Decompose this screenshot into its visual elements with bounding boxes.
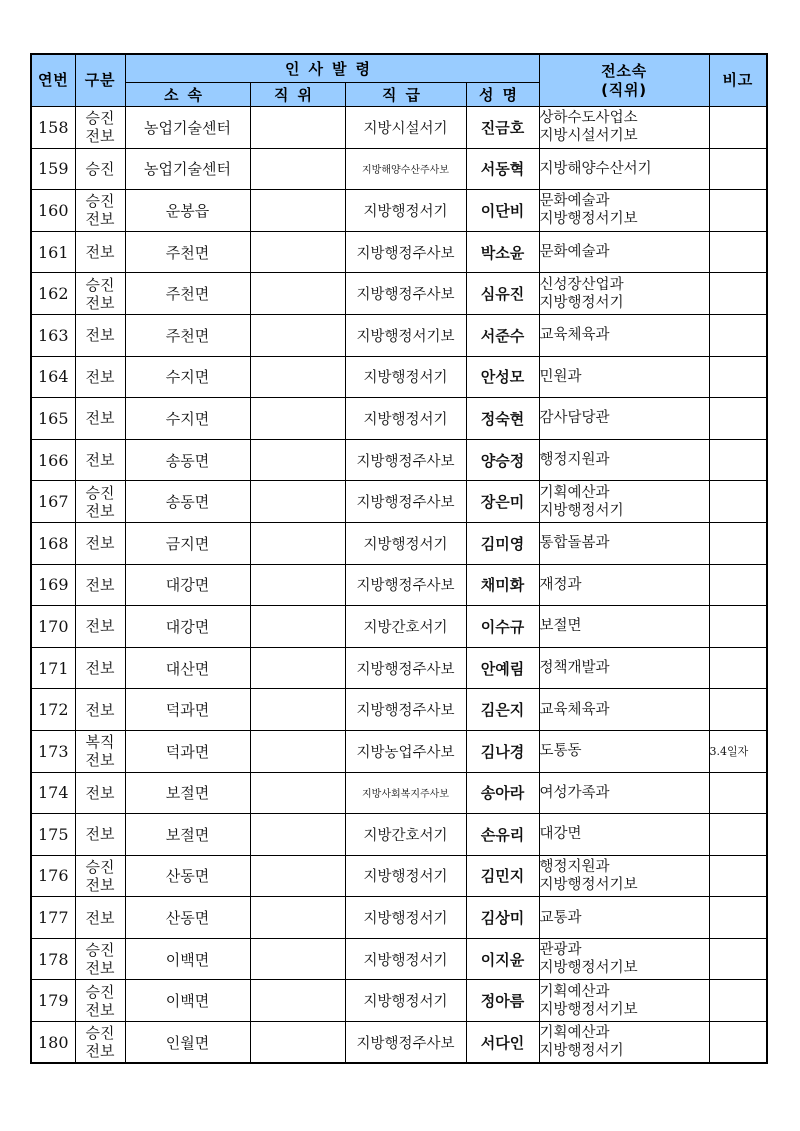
row-position: [250, 398, 345, 440]
row-note: [709, 606, 767, 648]
row-prev-org-line: 대강면: [539, 826, 582, 843]
row-number: 173: [31, 730, 75, 772]
header-prev-org: [539, 54, 709, 107]
row-type-line: 전보: [85, 326, 115, 345]
row-prev-org-line: 지방시설서기보: [539, 128, 638, 145]
row-type: [75, 980, 125, 1022]
row-org: 산동면: [125, 855, 250, 897]
row-prev-org-line: 지방행정서기: [539, 1043, 624, 1060]
row-note: [709, 439, 767, 481]
row-prev-org: [539, 647, 709, 689]
row-name: 이단비: [466, 190, 539, 232]
row-type-line: 전보: [85, 501, 115, 520]
row-prev-org-line: 문화예술과: [539, 244, 610, 261]
row-org: 농업기술센터: [125, 148, 250, 190]
row-type-line: 전보: [85, 293, 115, 312]
row-number: 179: [31, 980, 75, 1022]
row-note: [709, 190, 767, 232]
row-type-line: 전보: [85, 825, 115, 844]
row-type-line: 승진: [85, 982, 115, 1001]
row-prev-org: [539, 980, 709, 1022]
row-type-line: 전보: [85, 875, 115, 894]
row-type: [75, 107, 125, 149]
row-position: [250, 356, 345, 398]
row-type: [75, 606, 125, 648]
row-type-line: 전보: [85, 617, 115, 636]
row-prev-org: [539, 564, 709, 606]
row-number: 174: [31, 772, 75, 814]
row-name: 이수규: [466, 606, 539, 648]
row-prev-org: [539, 314, 709, 356]
row-grade: 지방사회복지주사보: [345, 772, 466, 814]
row-prev-org-line: 교육체육과: [539, 327, 610, 344]
row-prev-org-line: 지방행정서기보: [539, 960, 638, 977]
row-prev-org-line: 지방행정서기보: [539, 1001, 638, 1018]
row-name: 정아름: [466, 980, 539, 1022]
row-prev-org-line: 지방해양수산서기: [539, 160, 652, 177]
row-name: 양승정: [466, 439, 539, 481]
row-name: 김은지: [466, 689, 539, 731]
row-org: 주천면: [125, 273, 250, 315]
row-grade: 지방행정주사보: [345, 439, 466, 481]
row-grade: 지방간호서기: [345, 606, 466, 648]
row-type-line: 전보: [85, 783, 115, 802]
row-prev-org: [539, 107, 709, 149]
row-type: [75, 273, 125, 315]
row-position: [250, 814, 345, 856]
row-org: 운봉읍: [125, 190, 250, 232]
row-org: 보절면: [125, 772, 250, 814]
header-name: 성명: [466, 83, 539, 107]
row-prev-org-line: 민원과: [539, 368, 582, 385]
row-number: 171: [31, 647, 75, 689]
row-type: [75, 814, 125, 856]
row-type-line: 승진: [85, 159, 115, 178]
row-number: 160: [31, 190, 75, 232]
table-row: [31, 689, 767, 731]
row-prev-org-line: 감사담당관: [539, 410, 610, 427]
row-name: 진금호: [466, 107, 539, 149]
row-number: 163: [31, 314, 75, 356]
row-note: [709, 689, 767, 731]
row-prev-org: [539, 273, 709, 315]
row-name: 서다인: [466, 1022, 539, 1064]
row-number: 158: [31, 107, 75, 149]
row-number: 180: [31, 1022, 75, 1064]
row-grade: 지방행정서기: [345, 190, 466, 232]
row-note: 3.4일자: [709, 730, 767, 772]
table-row: [31, 814, 767, 856]
row-type-line: 전보: [85, 1042, 115, 1061]
header-prev-line2: (직위): [601, 80, 647, 99]
header-note: 비고: [709, 54, 767, 107]
row-grade: 지방행정서기: [345, 855, 466, 897]
row-prev-org: [539, 522, 709, 564]
row-grade: 지방행정주사보: [345, 1022, 466, 1064]
row-note: [709, 398, 767, 440]
row-grade: 지방행정주사보: [345, 647, 466, 689]
row-position: [250, 689, 345, 731]
row-position: [250, 938, 345, 980]
row-type: [75, 231, 125, 273]
row-note: [709, 107, 767, 149]
row-type-line: 전보: [85, 959, 115, 978]
row-prev-org-line: 여성가족과: [539, 784, 610, 801]
row-position: [250, 522, 345, 564]
row-note: [709, 938, 767, 980]
row-position: [250, 231, 345, 273]
table-row: [31, 564, 767, 606]
row-name: 서준수: [466, 314, 539, 356]
row-org: 농업기술센터: [125, 107, 250, 149]
row-name: 박소윤: [466, 231, 539, 273]
row-prev-org: [539, 689, 709, 731]
row-prev-org-line: 문화예술과: [539, 193, 610, 210]
row-note: [709, 148, 767, 190]
row-grade: 지방시설서기: [345, 107, 466, 149]
row-type: [75, 439, 125, 481]
row-name: 이지윤: [466, 938, 539, 980]
row-prev-org: [539, 398, 709, 440]
row-type: [75, 647, 125, 689]
table-row: [31, 938, 767, 980]
row-prev-org: [539, 481, 709, 523]
header-prev-line1: 전소속: [601, 61, 647, 80]
row-position: [250, 855, 345, 897]
row-grade: 지방행정서기보: [345, 314, 466, 356]
row-type-line: 전보: [85, 409, 115, 428]
row-type-line: 복직: [85, 733, 115, 752]
table-row: [31, 481, 767, 523]
row-type-line: 승진: [85, 275, 115, 294]
row-type: [75, 398, 125, 440]
row-prev-org: [539, 938, 709, 980]
row-note: [709, 481, 767, 523]
row-prev-org: [539, 356, 709, 398]
row-type-line: 전보: [85, 127, 115, 146]
row-name: 안성모: [466, 356, 539, 398]
row-type-line: 승진: [85, 1024, 115, 1043]
table-row: [31, 398, 767, 440]
row-type: [75, 356, 125, 398]
table-row: [31, 273, 767, 315]
row-prev-org: [539, 190, 709, 232]
row-name: 장은미: [466, 481, 539, 523]
table-row: [31, 730, 767, 772]
row-note: [709, 356, 767, 398]
row-grade: 지방행정주사보: [345, 564, 466, 606]
table-row: [31, 107, 767, 149]
header-no: 연번: [31, 54, 75, 107]
row-prev-org-line: 기획예산과: [539, 983, 610, 1000]
row-position: [250, 1022, 345, 1064]
row-number: 165: [31, 398, 75, 440]
row-type: [75, 314, 125, 356]
row-position: [250, 606, 345, 648]
row-type: [75, 522, 125, 564]
table-row: [31, 356, 767, 398]
row-number: 159: [31, 148, 75, 190]
row-type-line: 승진: [85, 483, 115, 502]
row-prev-org-line: 지방행정서기보: [539, 876, 638, 893]
row-grade: 지방농업주사보: [345, 730, 466, 772]
row-number: 177: [31, 897, 75, 939]
row-type-line: 전보: [85, 367, 115, 386]
row-org: 인월면: [125, 1022, 250, 1064]
row-position: [250, 314, 345, 356]
row-type: [75, 730, 125, 772]
row-org: 주천면: [125, 314, 250, 356]
row-name: 김상미: [466, 897, 539, 939]
row-prev-org-line: 교통과: [539, 909, 582, 926]
row-prev-org-line: 재정과: [539, 576, 582, 593]
row-type-line: 전보: [85, 700, 115, 719]
row-prev-org: [539, 730, 709, 772]
row-grade: 지방행정서기: [345, 522, 466, 564]
row-prev-org-line: 교육체육과: [539, 701, 610, 718]
row-note: [709, 814, 767, 856]
personnel-order-table: [30, 53, 768, 1064]
row-org: 금지면: [125, 522, 250, 564]
row-type: [75, 855, 125, 897]
row-org: 덕과면: [125, 730, 250, 772]
row-number: 169: [31, 564, 75, 606]
row-prev-org: [539, 855, 709, 897]
row-name: 김나경: [466, 730, 539, 772]
row-org: 대강면: [125, 564, 250, 606]
table-row: [31, 314, 767, 356]
row-type-line: 전보: [85, 243, 115, 262]
row-grade: 지방행정서기: [345, 356, 466, 398]
row-number: 164: [31, 356, 75, 398]
row-type: [75, 190, 125, 232]
row-type: [75, 148, 125, 190]
row-prev-org: [539, 772, 709, 814]
row-grade: 지방해양수산주사보: [345, 148, 466, 190]
row-note: [709, 980, 767, 1022]
row-prev-org-line: 관광과: [539, 942, 582, 959]
row-type-line: 전보: [85, 908, 115, 927]
row-prev-org-line: 행정지원과: [539, 858, 610, 875]
row-prev-org-line: 기획예산과: [539, 1025, 610, 1042]
row-grade: 지방행정주사보: [345, 481, 466, 523]
header-order-group: 인사발령: [125, 54, 539, 83]
header-type: 구분: [75, 54, 125, 107]
row-name: 안예림: [466, 647, 539, 689]
row-type-line: 전보: [85, 659, 115, 678]
row-grade: 지방행정서기: [345, 398, 466, 440]
row-prev-org-line: 행정지원과: [539, 452, 610, 469]
row-type-line: 승진: [85, 192, 115, 211]
row-note: [709, 522, 767, 564]
row-note: [709, 273, 767, 315]
row-note: [709, 314, 767, 356]
row-note: [709, 231, 767, 273]
row-prev-org-line: 통합돌봄과: [539, 535, 610, 552]
row-type: [75, 938, 125, 980]
row-org: 대강면: [125, 606, 250, 648]
row-type: [75, 689, 125, 731]
row-number: 161: [31, 231, 75, 273]
row-prev-org: [539, 1022, 709, 1064]
row-grade: 지방행정주사보: [345, 273, 466, 315]
row-grade: 지방행정서기: [345, 980, 466, 1022]
row-org: 이백면: [125, 980, 250, 1022]
row-prev-org-line: 지방행정서기보: [539, 211, 638, 228]
row-number: 172: [31, 689, 75, 731]
row-org: 이백면: [125, 938, 250, 980]
row-org: 덕과면: [125, 689, 250, 731]
row-position: [250, 148, 345, 190]
row-org: 수지면: [125, 356, 250, 398]
table-row: [31, 772, 767, 814]
row-number: 162: [31, 273, 75, 315]
row-prev-org-line: 지방행정서기: [539, 294, 624, 311]
row-type-line: 승진: [85, 857, 115, 876]
row-type: [75, 1022, 125, 1064]
row-prev-org-line: 기획예산과: [539, 484, 610, 501]
header-org: 소속: [125, 83, 250, 107]
row-position: [250, 107, 345, 149]
table-row: [31, 897, 767, 939]
row-note: [709, 772, 767, 814]
row-number: 167: [31, 481, 75, 523]
row-prev-org-line: 도통동: [539, 743, 582, 760]
row-position: [250, 772, 345, 814]
row-org: 산동면: [125, 897, 250, 939]
row-prev-org: [539, 439, 709, 481]
row-grade: 지방행정서기: [345, 938, 466, 980]
row-prev-org-line: 지방행정서기: [539, 502, 624, 519]
header-grade: 직급: [345, 83, 466, 107]
header-position: 직위: [250, 83, 345, 107]
row-type-line: 전보: [85, 751, 115, 770]
table-row: [31, 231, 767, 273]
row-prev-org: [539, 231, 709, 273]
row-position: [250, 647, 345, 689]
row-number: 175: [31, 814, 75, 856]
row-name: 손유리: [466, 814, 539, 856]
row-org: 주천면: [125, 231, 250, 273]
table-row: [31, 190, 767, 232]
row-name: 정숙현: [466, 398, 539, 440]
row-org: 송동면: [125, 439, 250, 481]
row-position: [250, 980, 345, 1022]
row-number: 178: [31, 938, 75, 980]
row-org: 대산면: [125, 647, 250, 689]
row-name: 채미화: [466, 564, 539, 606]
row-note: [709, 1022, 767, 1064]
row-name: 서동혁: [466, 148, 539, 190]
table-row: [31, 980, 767, 1022]
row-prev-org: [539, 606, 709, 648]
row-position: [250, 897, 345, 939]
row-note: [709, 647, 767, 689]
table-row: [31, 522, 767, 564]
row-grade: 지방행정주사보: [345, 231, 466, 273]
row-org: 송동면: [125, 481, 250, 523]
row-org: 수지면: [125, 398, 250, 440]
row-position: [250, 273, 345, 315]
row-type-line: 전보: [85, 575, 115, 594]
row-note: [709, 564, 767, 606]
row-name: 김민지: [466, 855, 539, 897]
row-type-line: 전보: [85, 1000, 115, 1019]
row-note: [709, 855, 767, 897]
row-type: [75, 481, 125, 523]
table-row: [31, 647, 767, 689]
row-number: 170: [31, 606, 75, 648]
row-type: [75, 772, 125, 814]
row-org: 보절면: [125, 814, 250, 856]
table-row: [31, 855, 767, 897]
row-prev-org: [539, 897, 709, 939]
table-row: [31, 148, 767, 190]
row-type-line: 전보: [85, 534, 115, 553]
row-prev-org-line: 신성장산업과: [539, 276, 624, 293]
table-row: [31, 1022, 767, 1064]
row-prev-org-line: 상하수도사업소: [539, 110, 638, 127]
row-position: [250, 439, 345, 481]
row-number: 176: [31, 855, 75, 897]
row-name: 심유진: [466, 273, 539, 315]
table-row: [31, 606, 767, 648]
row-number: 168: [31, 522, 75, 564]
row-prev-org-line: 정책개발과: [539, 660, 610, 677]
row-type-line: 승진: [85, 941, 115, 960]
row-name: 송아라: [466, 772, 539, 814]
row-prev-org-line: 보절면: [539, 618, 582, 635]
row-position: [250, 564, 345, 606]
table-row: [31, 439, 767, 481]
table-body: [31, 107, 767, 1064]
row-grade: 지방행정서기: [345, 897, 466, 939]
row-number: 166: [31, 439, 75, 481]
row-type: [75, 897, 125, 939]
row-type-line: 승진: [85, 109, 115, 128]
row-grade: 지방간호서기: [345, 814, 466, 856]
row-note: [709, 897, 767, 939]
row-prev-org: [539, 814, 709, 856]
row-position: [250, 481, 345, 523]
row-type-line: 전보: [85, 451, 115, 470]
row-position: [250, 190, 345, 232]
row-prev-org: [539, 148, 709, 190]
row-position: [250, 730, 345, 772]
row-grade: 지방행정주사보: [345, 689, 466, 731]
row-type-line: 전보: [85, 210, 115, 229]
row-type: [75, 564, 125, 606]
row-name: 김미영: [466, 522, 539, 564]
